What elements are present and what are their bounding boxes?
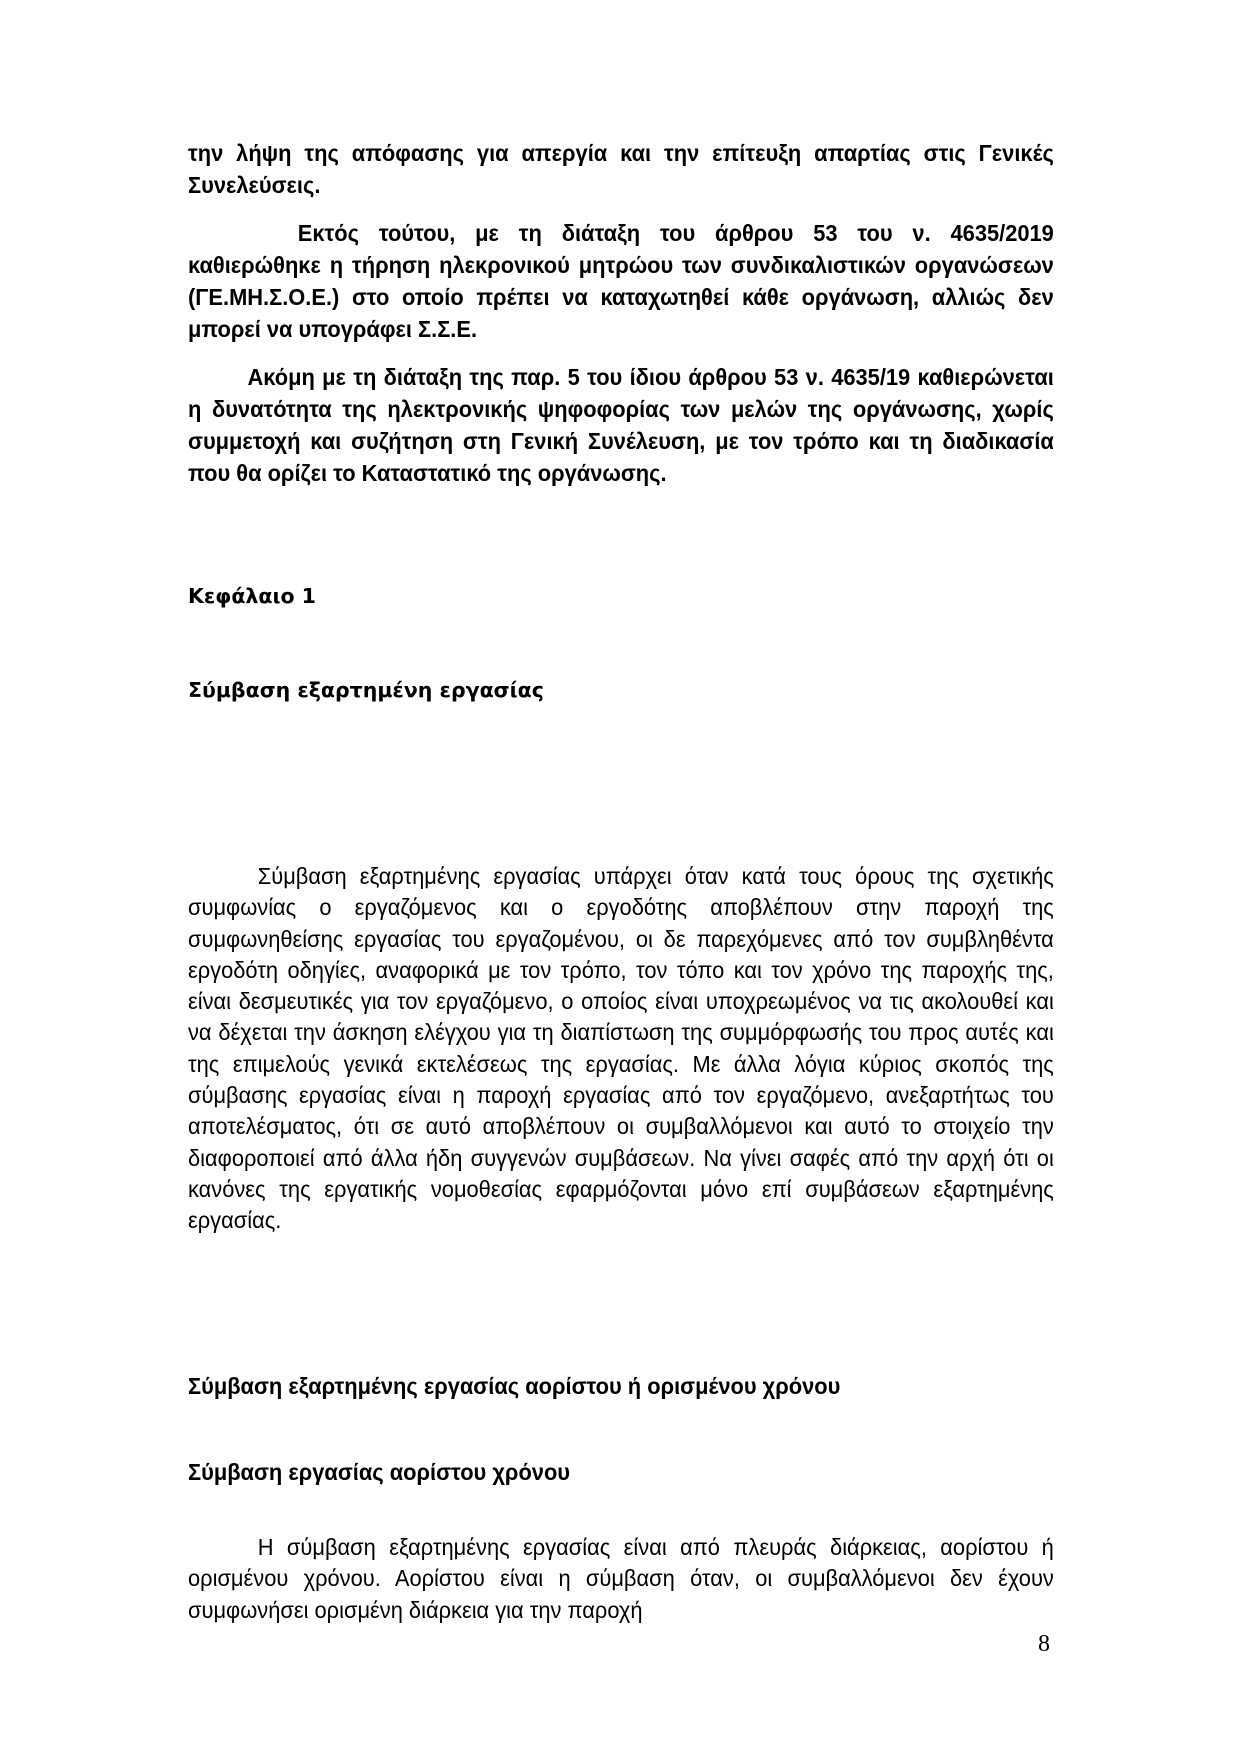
intro-section — [188, 137, 1054, 489]
paragraph-gemisoe-registry: Εκτός τούτου, με τη διάταξη του άρθρου 53 του ν. 4635/2019 καθιερώθηκε η τήρηση ηλεκρονικού μητρώου των συνδικαλιστικών οργανώσεων (ΓΕ.ΜΗ.Σ.Ο.Ε.) στο οποίο πρέπει να καταχωτηθεί κάθε οργάνωση, αλλιώς δεν μπορεί να υπογράφει Σ.Σ.Ε. — [188, 220, 1054, 342]
subheading-1-block — [188, 1371, 1054, 1401]
closing-body-block — [188, 1532, 1054, 1626]
chapter-heading: Κεφάλαιο 1 — [188, 584, 316, 608]
subheading-indefinite-term: Σύμβαση εργασίας αορίστου χρόνου — [188, 1459, 571, 1485]
closing-body-paragraph: Η σύμβαση εξαρτημένης εργασίας είναι από πλευράς διάρκειας, αορίστου ή ορισμένου χρόνου. Αορίστου είναι η σύμβαση όταν, οι συμβαλλόμενοι δεν έχουν συμφωνήσει ορισμένη διάρκεια για την παροχή — [188, 1534, 1054, 1623]
paragraph-strike-decision: την λήψη της απόφασης για απεργία και την επίτευξη απαρτίας στις Γενικές Συνελεύσεις. — [188, 140, 1054, 198]
subheading-2-block — [188, 1457, 1054, 1487]
subheading-fixed-indefinite-term: Σύμβαση εξαρτημένης εργασίας αορίστου ή ορισμένου χρόνου — [188, 1373, 841, 1399]
page-number: 8 — [1038, 1631, 1050, 1657]
section-heading: Σύμβαση εξαρτημένη εργασίας — [188, 678, 544, 702]
paragraph-electronic-voting: Ακόμη με τη διάταξη της παρ. 5 του ίδιου άρθρου 53 ν. 4635/19 καθιερώνεται η δυνατότητα της ηλεκτρονικής ψηφοφορίας των μελών της οργάνωσης, χωρίς συμμετοχή και συζήτηση στη Γενική Συνέλευση, με τον τρόπο και τη διαδικασία που θα ορίζει το Καταστατικό της οργάνωσης. — [188, 364, 1054, 486]
section-heading-block — [188, 676, 1054, 704]
section-body-paragraph: Σύμβαση εξαρτημένης εργασίας υπάρχει όταν κατά τους όρους της σχετικής συμφωνίας ο εργαζόμενος και ο εργοδότης αποβλέπουν στην παροχή της συμφωνηθείσης εργασίας του εργαζομένου, οι δε παρεχόμενες από τον συμβληθέντα εργοδότη οδηγίες, αναφορικά με τον τρόπο, τον τόπο και τον χρόνο της παροχής της, είναι δεσμευτικές για τον εργαζόμενο, ο οποίος είναι υποχρεωμένος να τις ακολουθεί και να δέχεται την άσκηση ελέγχου για τη διαπίστωση της συμμόρφωσής του προς αυτές και της επιμελούς γενικά εκτελέσεως της εργασίας. Με άλλα λόγια κύριος σκοπός της σύμβασης εργασίας είναι η παροχή εργασίας από τον εργαζόμενο, ανεξαρτήτως του αποτελέσματος, ότι σε αυτό αποβλέπουν οι συμβαλλόμενοι και αυτό το στοιχείο την διαφοροποιεί από άλλα ήδη συγγενών συμβάσεων. Να γίνει σαφές από την αρχή ότι οι κανόνες της εργατικής νομοθεσίας εφαρμόζονται μόνο επί συμβάσεων εξαρτημένης εργασίας. — [188, 863, 1054, 1234]
section-body-block — [188, 861, 1054, 1237]
chapter-heading-block — [188, 582, 1054, 610]
